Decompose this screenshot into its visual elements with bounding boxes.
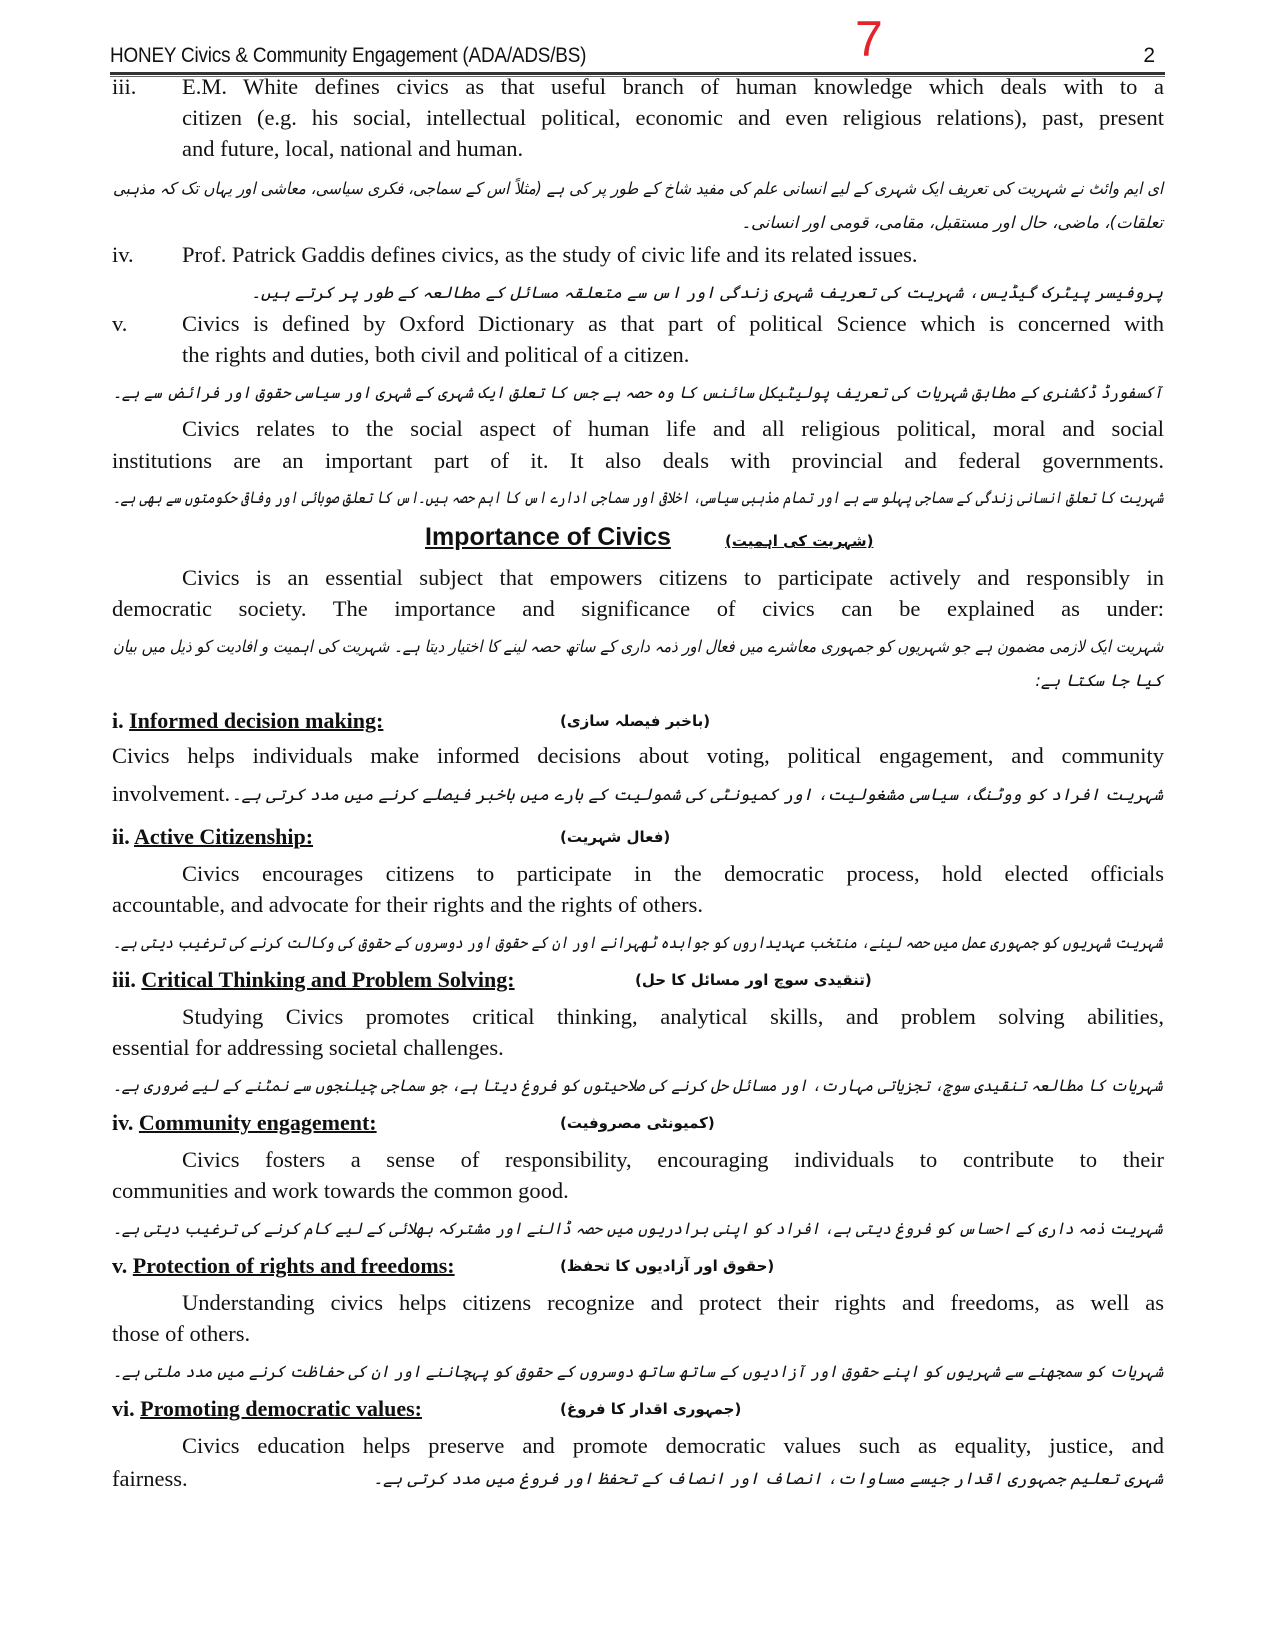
red-page-marker: 7 [855, 11, 883, 67]
paragraph-line: Studying Civics promotes critical thinking, analytical skills, and problem solving abilities, [182, 1004, 1164, 1029]
point-heading-urdu: (تنقیدی سوچ اور مسائل کا حل) [635, 971, 872, 989]
definition-line: citizen (e.g. his social, intellectual political, economic and even religious relations), past, present [182, 105, 1164, 130]
point-heading-text: Informed decision making: [129, 708, 384, 733]
point-heading [112, 1251, 455, 1281]
paragraph-line: Civics encourages citizens to participate in the democratic process, hold elected officials [182, 861, 1164, 886]
definition-iv [112, 238, 184, 271]
urdu-translation: آکسفورڈ ڈکشنری کے مطابق شہریات کی تعریف پولیٹیکل سائنس کا وہ حصہ ہے جس کا تعلق ایک شہری کے شہری اور سیاسی حقوق اور فرائض سے ہے۔ [113, 383, 1163, 402]
urdu-translation: شہریت ذمہ داری کے احساس کو فروغ دیتی ہے، افراد کو اپنی برادریوں میں حصہ ڈالنے اور مشترکہ بھلائی کے لیے کام کرنے کی ترغیب دیتی ہے۔ [113, 1219, 1163, 1238]
paragraph-line: accountable, and advocate for their rights and the rights of others. [112, 892, 704, 917]
urdu-translation: کیا جا سکتا ہے: [1035, 671, 1163, 690]
point-heading-text: Active Citizenship: [134, 824, 314, 849]
page-header [110, 11, 1165, 72]
point-heading-text: Promoting democratic values: [140, 1396, 422, 1421]
item-number: iii. [112, 74, 137, 99]
point-number: ii. [112, 824, 130, 849]
point-heading-urdu: (باخبر فیصلہ سازی) [560, 712, 711, 730]
paragraph-line: Understanding civics helps citizens recognize and protect their rights and freedoms, as well as [182, 1290, 1164, 1315]
paragraph-line: essential for addressing societal challenges. [112, 1035, 504, 1060]
urdu-translation: شہریت ایک لازمی مضمون ہے جو شہریوں کو جمہوری معاشرے میں فعال اور ذمہ داری کے ساتھ حصہ لینے کا اختیار دیتا ہے۔ شہریت کی اہمیت و افادیت کو ذیل میں بیان [112, 637, 1163, 656]
urdu-translation: شہریت کا تعلق انسانی زندگی کے سماجی پہلو سے ہے اور تمام مذہبی سیاسی، اخلاقی اور سماجی ادارے اس کا اہم حصہ ہیں۔اس کا تعلق صوبائی اور وفاقی حکومتوں سے بھی ہے۔ [112, 488, 1163, 507]
paragraph-line: involvement. [112, 781, 231, 806]
point-heading [112, 706, 383, 736]
paragraph-line: communities and work towards the common good. [112, 1178, 569, 1203]
point-heading [112, 1394, 422, 1424]
section-title: Importance of Civics [425, 523, 671, 551]
point-heading-urdu: (حقوق اور آزادیوں کا تحفظ) [560, 1257, 775, 1275]
paragraph-line: those of others. [112, 1321, 251, 1346]
paragraph-line: Civics fosters a sense of responsibility, encouraging individuals to contribute to their [182, 1147, 1164, 1172]
page-number: 2 [1143, 44, 1155, 67]
point-heading-urdu: (جمہوری اقدار کا فروغ) [560, 1400, 742, 1418]
definition-line: the rights and duties, both civil and political of a citizen. [182, 342, 690, 367]
point-heading-urdu: (کمیونٹی مصروفیت) [560, 1114, 715, 1132]
urdu-translation: شہری تعلیم جمہوری اقدار جیسے مساوات، انصاف اور انصاف کے تحفظ اور فروغ میں مدد کرتی ہے۔ [373, 1469, 1163, 1488]
point-number: iv. [112, 1110, 134, 1135]
definition-v [112, 307, 184, 340]
paragraph-line: Civics is an essential subject that empowers citizens to participate actively and responsibly in [182, 565, 1164, 590]
urdu-translation: تعلقات)، ماضی، حال اور مستقبل، مقامی، قومی اور انسانی۔ [741, 213, 1163, 232]
point-heading-text: Community engagement: [138, 1110, 377, 1135]
definition-line: Prof. Patrick Gaddis defines civics, as the study of civic life and its related issues. [182, 242, 918, 267]
point-heading-urdu: (فعال شہریت) [560, 828, 671, 846]
urdu-translation: ای ایم وائٹ نے شہریت کی تعریف ایک شہری کے لیے انسانی علم کی مفید شاخ کے طور پر کی ہے (مثلاً اس کے سماجی، فکری سیاسی، معاشی اور یہاں تک کہ مذہبی [112, 179, 1163, 198]
item-number: iv. [112, 242, 134, 267]
section-title-urdu: (شہریت کی اہمیت) [725, 532, 874, 550]
point-heading [112, 822, 313, 852]
definition-line: and future, local, national and human. [182, 136, 524, 161]
urdu-translation: شہریات کا مطالعہ تنقیدی سوچ، تجزیاتی مہارت، اور مسائل حل کرنے کی صلاحیتوں کو فروغ دیتا ہے، جو سماجی چیلنجوں سے نمٹنے کے لیے ضروری ہے۔ [113, 1076, 1163, 1095]
paragraph-line: Civics education helps preserve and promote democratic values such as equality, justice, and [182, 1433, 1164, 1458]
point-number: v. [112, 1253, 128, 1278]
point-heading [112, 1108, 377, 1138]
definition-iii [112, 70, 184, 103]
point-heading-text: Critical Thinking and Problem Solving: [141, 967, 515, 992]
paragraph-line: institutions are an important part of it. It also deals with provincial and federal governments. [112, 448, 1164, 473]
definition-line: Civics is defined by Oxford Dictionary as that part of political Science which is concerned with [182, 311, 1164, 336]
point-heading [112, 965, 515, 995]
urdu-translation: شہریات کو سمجھنے سے شہریوں کو اپنے حقوق اور آزادیوں کے ساتھ ساتھ دوسروں کے حقوق کو پہچاننے اور ان کی حفاظت کرنے میں مدد ملتی ہے۔ [112, 1362, 1163, 1381]
paragraph-line: fairness. [112, 1466, 188, 1491]
paragraph-line: democratic society. The importance and significance of civics can be explained as under: [112, 596, 1164, 621]
point-number: iii. [112, 967, 136, 992]
urdu-translation: پروفیسر پیٹرک گیڈیس، شہریت کی تعریف شہری زندگی اور اس سے متعلقہ مسائل کے مطالعہ کے طور پر کرتے ہیں۔ [251, 283, 1163, 302]
point-number: vi. [112, 1396, 135, 1421]
urdu-translation: شہریت افراد کو ووٹنگ، سیاسی مشغولیت، اور کمیونٹی کی شمولیت کے بارے میں باخبر فیصلے کرنے میں مدد کرتی ہے۔ [231, 785, 1163, 804]
point-heading-text: Protection of rights and freedoms: [132, 1253, 455, 1278]
definition-line: E.M. White defines civics as that useful branch of human knowledge which deals with to a [182, 74, 1164, 99]
urdu-translation: شہریت شہریوں کو جمہوری عمل میں حصہ لینے، منتخب عہدیداروں کو جوابدہ ٹھہرانے اور ان کے حقوق اور دوسروں کے حقوق کی وکالت کرنے کی ترغیب دیتی ہے۔ [113, 933, 1163, 952]
point-number: i. [112, 708, 124, 733]
paragraph-line: Civics relates to the social aspect of human life and all religious political, moral and social [182, 416, 1164, 441]
header-title: HONEY Civics & Community Engagement (ADA/ADS/BS) [110, 44, 587, 67]
paragraph-line: Civics helps individuals make informed decisions about voting, political engagement, and community [112, 743, 1164, 768]
item-number: v. [112, 311, 128, 336]
